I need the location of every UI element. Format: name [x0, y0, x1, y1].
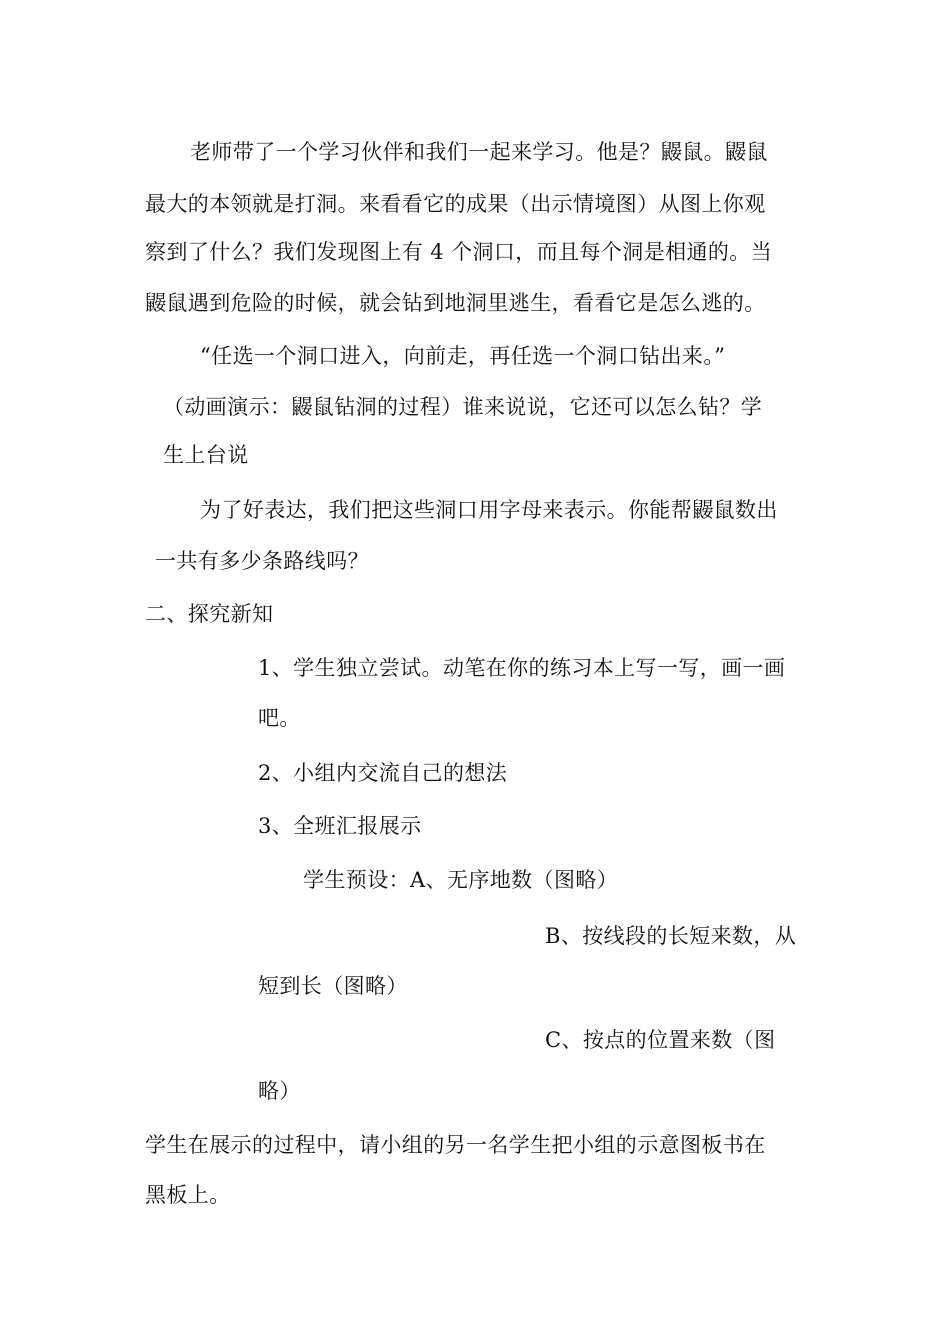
list-item: 2、小组内交流自己的想法	[258, 761, 508, 785]
paragraph-line: 一共有多少条路线吗？	[155, 549, 369, 573]
paragraph-line: 老师带了一个学习伙伴和我们一起来学习。他是？鼹鼠。鼹鼠	[190, 140, 768, 164]
paragraph-line: 为了好表达，我们把这些洞口用字母来表示。你能帮鼹鼠数出	[200, 498, 778, 522]
preset-line: 学生预设：A、无序地数（图略）	[303, 868, 619, 892]
quote-line: “任选一个洞口进入，向前走，再任选一个洞口钻出来。”	[200, 344, 726, 368]
section-heading: 二、探究新知	[145, 602, 274, 626]
list-item: 1、学生独立尝试。动笔在你的练习本上写一写，画一画	[258, 656, 786, 680]
list-item: 3、全班汇报展示	[258, 814, 422, 838]
preset-line-continuation: 略）	[258, 1079, 301, 1103]
paragraph-line: 黑板上。	[145, 1183, 231, 1207]
paragraph-line: 察到了什么？我们发现图上有 4 个洞口，而且每个洞是相通的。当	[145, 240, 773, 264]
preset-line: C、按点的位置来数（图	[545, 1028, 776, 1052]
paragraph-line: 最大的本领就是打洞。来看看它的成果（出示情境图）从图上你观	[145, 192, 766, 216]
paragraph-line: 生上台说	[163, 443, 249, 467]
preset-line: B、按线段的长短来数，从	[545, 924, 797, 948]
list-item-continuation: 吧。	[258, 706, 301, 730]
paragraph-line: （动画演示：鼹鼠钻洞的过程）谁来说说，它还可以怎么钻？学	[163, 395, 763, 419]
paragraph-line: 鼹鼠遇到危险的时候，就会钻到地洞里逃生，看看它是怎么逃的。	[145, 291, 766, 315]
preset-line-continuation: 短到长（图略）	[258, 974, 408, 998]
paragraph-line: 学生在展示的过程中，请小组的另一名学生把小组的示意图板书在	[145, 1133, 766, 1157]
